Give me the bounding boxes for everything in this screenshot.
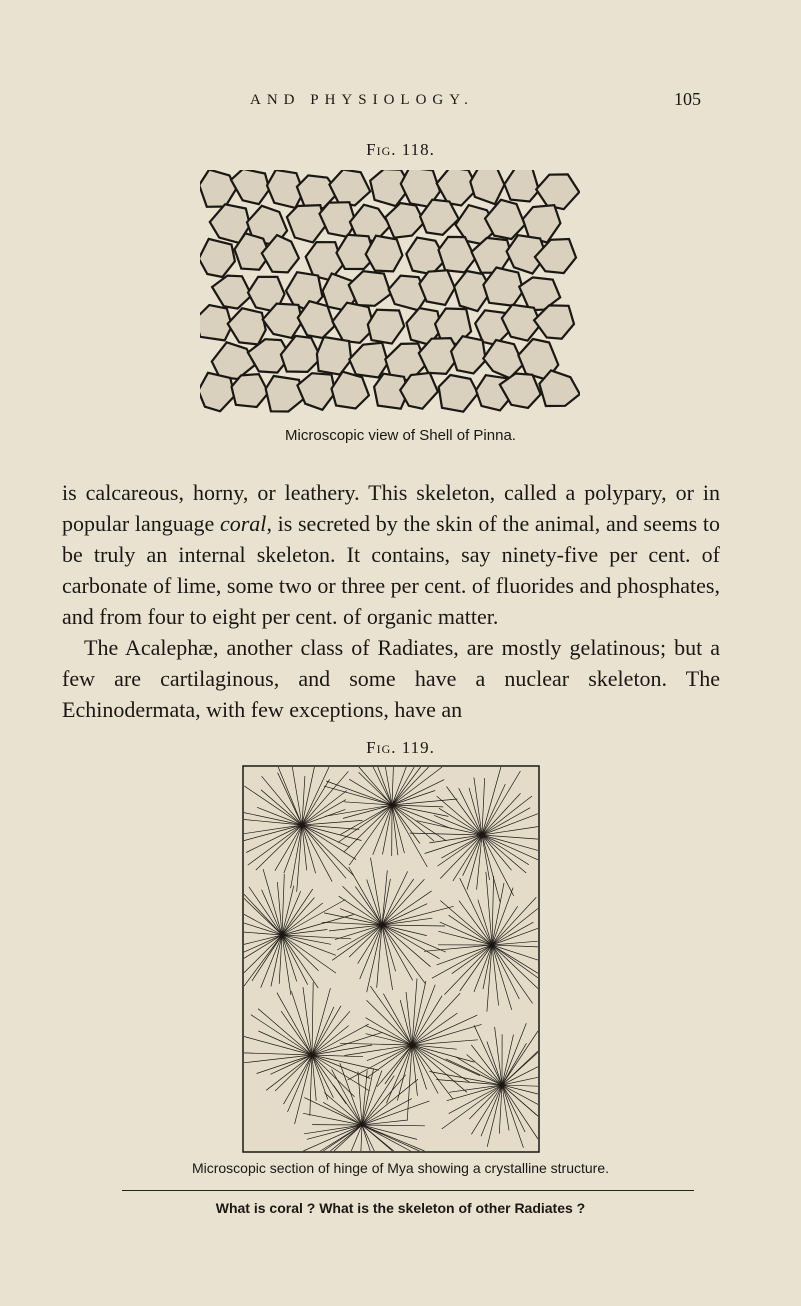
coral-term: coral [219,511,267,536]
review-question: What is coral ? What is the skeleton of other Radiates ? [215,1200,586,1216]
shell-cell [483,340,523,378]
shell-cell [200,170,236,207]
shell-cell [539,370,579,406]
shell-cell [349,271,391,306]
body-text [62,477,720,725]
shell-cell [200,239,235,277]
figure-118-label: Fig. 118. [366,140,435,159]
shell-cell [281,336,321,372]
shell-cell [385,203,424,238]
shell-cell [504,170,539,202]
shell-cell [329,170,370,205]
shell-cell [200,305,232,340]
figure-119-label: Fig. 119. [366,738,435,757]
shell-cell [317,337,351,375]
shell-cell [439,375,478,412]
shell-cell [228,308,266,344]
figure-119-mya-hinge-illustration [242,765,540,1153]
shell-cell [266,376,304,412]
shell-cell [320,202,356,237]
running-head: AND PHYSIOLOGY. [250,92,474,108]
shell-cell [200,373,235,412]
footer-rule [122,1190,694,1191]
shell-cell [212,342,255,379]
shell-cell [332,372,369,409]
shell-cell [212,276,252,309]
shell-cell [287,205,326,242]
figure-118-pinna-shell-illustration [200,170,580,415]
shell-cell [470,170,504,204]
paragraph-2: The Acalephæ, another class of Radiates, are mostly gelatinous; but a few are cartilaginous, and some have a nuclear skeleton. The Echinodermata, with few exceptions, have an [62,635,720,722]
shell-cell [297,373,335,410]
figure-118-caption: Microscopic view of Shell of Pinna. [285,427,516,444]
paragraph-1: is calcareous, horny, or leathery. This skeleton, called a polypary, or in popular language coral, is secreted by the skin of the animal, and seems to be truly an internal skeleton. It contains, say ninety-five per cent. of carbonate of lime, some two or three per cent. of fluorides and phosphates, and from four to eight per cent. of organic matter. [62,480,720,629]
shell-cell [231,170,269,204]
figure-119-caption: Microscopic section of hinge of Mya showing a crystalline structure. [191,1160,610,1176]
shell-cell [349,343,388,378]
shell-cell [368,310,404,344]
shell-cell [232,374,269,407]
page-number: 105 [674,89,701,109]
shell-cell [536,174,579,209]
